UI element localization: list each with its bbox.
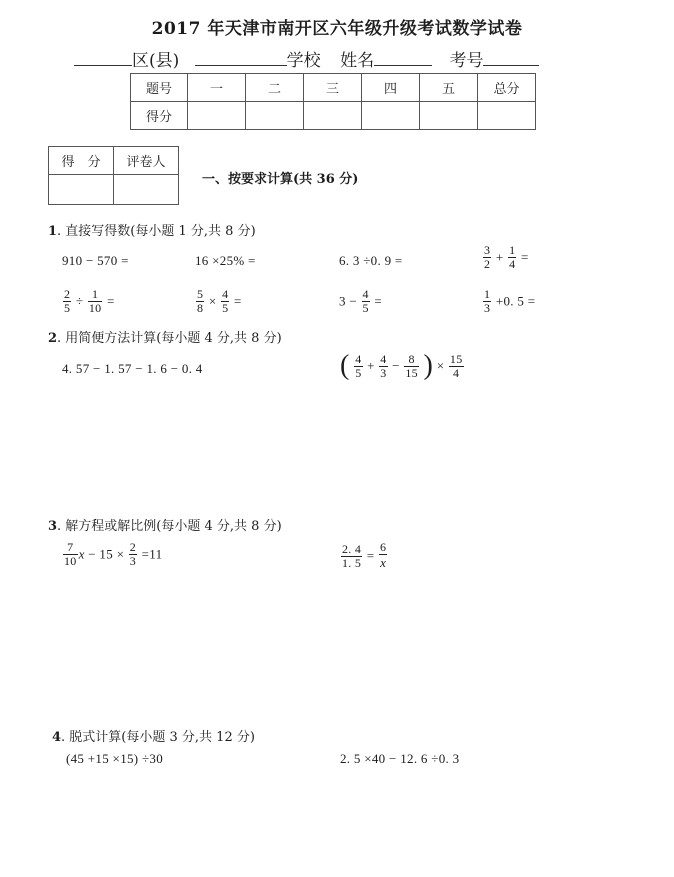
school-label: 学校	[286, 51, 321, 71]
question-text: . 用简便方法计算(每小题 4 分,共 8 分)	[57, 331, 282, 346]
fraction: $\frac{3}{2}$	[484, 243, 491, 271]
score-table-cell: 题号	[131, 74, 188, 102]
grader-name-label: 评卷人	[114, 147, 179, 175]
q1-item-g: 3 − $\frac{4}{5}$ =	[339, 287, 383, 315]
question-text: . 脱式计算(每小题 3 分,共 12 分)	[61, 730, 255, 745]
score-table-cell: 二	[246, 74, 304, 102]
fraction: $\frac{2. 4}{1. 5}$	[342, 541, 362, 570]
q1-item-b: 16 ×25% =	[195, 253, 256, 268]
exam-info-line	[74, 46, 539, 71]
fraction: $\frac{4}{5}$	[222, 287, 229, 315]
fraction: $\frac{7}{10}$	[64, 540, 77, 568]
score-table	[130, 73, 536, 130]
fraction: $\frac{6}{x}$	[379, 540, 387, 570]
q1-item-c: 6. 3 ÷0. 9 =	[339, 253, 403, 268]
name-label: 姓名	[340, 51, 375, 71]
score-table-cell: 总分	[478, 74, 536, 102]
question-text: . 解方程或解比例(每小题 4 分,共 8 分)	[57, 519, 282, 534]
district-blank[interactable]	[74, 51, 132, 66]
question-number: 1	[48, 224, 58, 239]
section-1-title: 一、按要求计算(共 36 分)	[202, 172, 359, 187]
question-4-title	[52, 726, 255, 745]
question-text: . 直接写得数(每小题 1 分,共 8 分)	[57, 224, 256, 239]
score-table-header-row	[131, 74, 536, 102]
fraction: $\frac{4}{3}$	[380, 351, 387, 380]
fraction: $\frac{4}{5}$	[355, 351, 362, 380]
q1-item-a: 910 − 570 =	[62, 253, 129, 268]
q1-item-h: $\frac{1}{3}$ +0. 5 =	[484, 287, 536, 315]
question-2-title	[48, 327, 282, 346]
score-table-cell: 三	[304, 74, 362, 102]
examno-label: 考号	[449, 51, 484, 71]
school-blank[interactable]	[195, 51, 287, 66]
fraction: $\frac{5}{8}$	[197, 287, 204, 315]
fraction: $\frac{4}{5}$	[362, 287, 369, 315]
fraction: $\frac{8}{15}$	[405, 351, 418, 380]
fraction: $\frac{1}{3}$	[484, 287, 491, 315]
question-3-title	[48, 515, 282, 534]
district-label: 区(县)	[132, 51, 180, 71]
grader-table	[48, 146, 179, 205]
question-number: 2	[48, 331, 58, 346]
score-input-cell[interactable]	[246, 102, 304, 130]
question-1-title	[48, 220, 256, 239]
name-blank[interactable]	[374, 51, 432, 66]
q2-item-b: ( $\frac{4}{5}$ + $\frac{4}{3}$ − $\frac{8}{15}$ ) × $\frac{15}{4}$	[340, 350, 463, 381]
q3-item-a: $\frac{7}{10}$ x − 15 × $\frac{2}{3}$ =11	[64, 540, 163, 568]
score-input-cell[interactable]	[478, 102, 536, 130]
grader-score-input[interactable]	[49, 175, 114, 205]
fraction: $\frac{1}{4}$	[509, 243, 516, 271]
score-input-cell[interactable]	[362, 102, 420, 130]
grader-name-input[interactable]	[114, 175, 179, 205]
question-number: 4	[52, 730, 62, 745]
examno-blank[interactable]	[483, 51, 539, 66]
q3-item-b: $\frac{2. 4}{1. 5}$ = $\frac{6}{x}$	[342, 540, 387, 570]
score-input-cell[interactable]	[420, 102, 478, 130]
score-input-cell[interactable]	[188, 102, 246, 130]
q1-item-f: $\frac{5}{8}$ × $\frac{4}{5}$ =	[197, 287, 242, 315]
question-number: 3	[48, 519, 58, 534]
grader-score-label: 得 分	[49, 147, 114, 175]
q4-item-b: 2. 5 ×40 − 12. 6 ÷0. 3	[340, 751, 460, 766]
fraction: $\frac{2}{3}$	[129, 540, 137, 568]
fraction: $\frac{1}{10}$	[88, 287, 102, 315]
q2-item-a: 4. 57 − 1. 57 − 1. 6 − 0. 4	[62, 361, 203, 376]
q4-item-a: (45 +15 ×15) ÷30	[66, 751, 164, 766]
fraction: $\frac{2}{5}$	[64, 287, 71, 315]
score-table-cell: 五	[420, 74, 478, 102]
score-input-cell[interactable]	[304, 102, 362, 130]
fraction: $\frac{15}{4}$	[449, 351, 463, 380]
q1-item-e: $\frac{2}{5}$ ÷ $\frac{1}{10}$ =	[64, 287, 115, 315]
score-table-cell: 一	[188, 74, 246, 102]
q1-item-d: $\frac{3}{2}$ + $\frac{1}{4}$ =	[484, 243, 529, 271]
exam-title: 2017 年天津市南开区六年级升级考试数学试卷	[151, 19, 523, 39]
score-table-score-row	[131, 102, 536, 130]
score-row-label: 得分	[131, 102, 188, 130]
score-table-cell: 四	[362, 74, 420, 102]
